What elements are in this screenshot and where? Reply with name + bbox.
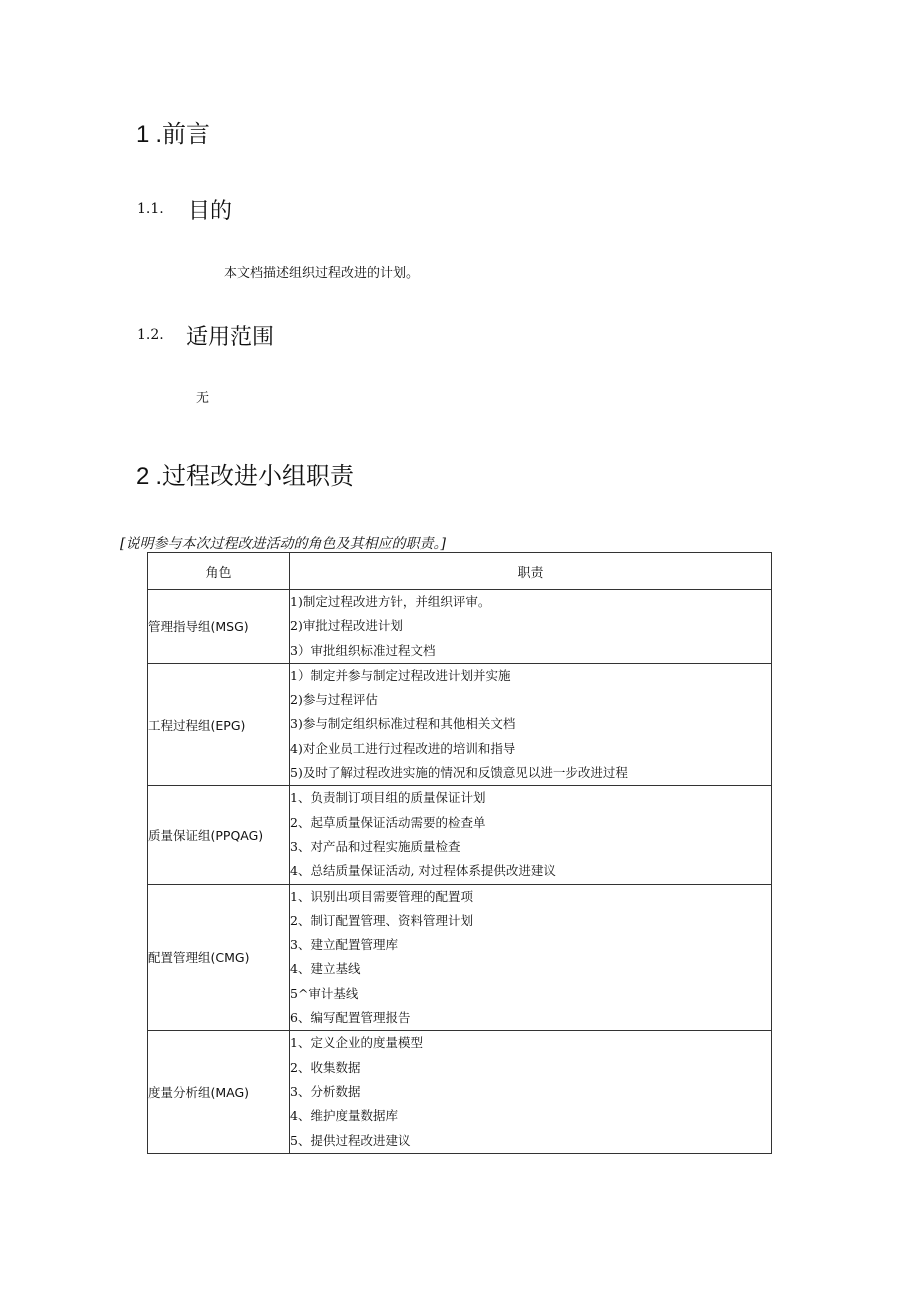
- table-row: [148, 1031, 772, 1153]
- roles-table: [147, 552, 772, 1154]
- duty-item: 3、建立配置管理库: [290, 937, 398, 953]
- duty-item: 2、制订配置管理、资料管理计划: [290, 912, 473, 928]
- duty-item: 1、负责制订项目组的质量保证计划: [290, 790, 486, 806]
- duty-item: 3）审批组织标准过程文档: [290, 642, 436, 658]
- role-cell: 度量分析组(MAG): [148, 1031, 290, 1153]
- table-row: [148, 786, 772, 884]
- duty-item: 5、提供过程改进建议: [290, 1132, 411, 1148]
- duties-cell: [290, 786, 772, 884]
- section-1-2-title: 适用范围: [186, 324, 275, 349]
- duty-item: 1）制定并参与制定过程改进计划并实施: [290, 667, 511, 683]
- section-2-number: 2: [136, 463, 150, 490]
- role-cell: 管理指导组(MSG): [148, 590, 290, 664]
- duty-item: 1)制定过程改进方针，并组织评审。: [290, 594, 491, 609]
- duty-item: 4、维护度量数据库: [290, 1108, 398, 1124]
- duty-item: 2、收集数据: [290, 1059, 361, 1075]
- duty-item: 4)对企业员工进行过程改进的培训和指导: [290, 740, 516, 756]
- duty-item: 5)及时了解过程改进实施的情况和反馈意见以进一步改进过程: [290, 765, 628, 781]
- duty-item: 1、定义企业的度量模型: [290, 1035, 423, 1051]
- duty-item: 2)审批过程改进计划: [290, 618, 403, 634]
- duty-item: 3)参与制定组织标准过程和其他相关文档: [290, 716, 516, 732]
- duties-cell: [290, 884, 772, 1031]
- section-1-1-title: 目的: [188, 198, 233, 223]
- section-1-1-body: 本文档描述组织过程改进的计划。: [224, 266, 420, 281]
- duty-item: 4、建立基线: [290, 961, 361, 977]
- table-note: [说明参与本次过程改进活动的角色及其相应的职责。]: [120, 536, 446, 552]
- section-1-1-number: 1.1.: [137, 201, 164, 217]
- table-header-row: [148, 553, 772, 590]
- duty-item: 2、起草质量保证活动需要的检查单: [290, 814, 486, 830]
- duty-item: 3、对产品和过程实施质量检查: [290, 838, 461, 854]
- duty-item: 5^审计基线: [290, 985, 359, 1001]
- header-duty: 职责: [290, 553, 772, 590]
- duty-item: 6、编写配置管理报告: [290, 1010, 411, 1026]
- table-row: [148, 884, 772, 1031]
- role-cell: 配置管理组(CMG): [148, 884, 290, 1031]
- table-row: [148, 663, 772, 785]
- section-1-number: 1: [136, 121, 150, 148]
- role-cell: 工程过程组(EPG): [148, 663, 290, 785]
- duty-item: 2)参与过程评估: [290, 692, 378, 708]
- duty-item: 3、分析数据: [290, 1083, 361, 1099]
- header-role: 角色: [148, 553, 290, 590]
- section-1-title: .前言: [155, 121, 211, 148]
- duty-item: 1、识别出项目需要管理的配置项: [290, 888, 473, 904]
- table-row: [148, 590, 772, 664]
- section-1-2-body: 无: [196, 391, 210, 406]
- duties-cell: [290, 663, 772, 785]
- section-1-2-number: 1.2.: [137, 327, 164, 343]
- duty-item: 4、总结质量保证活动, 对过程体系提供改进建议: [290, 863, 556, 879]
- section-2-heading: [136, 456, 354, 491]
- section-1-heading: [136, 114, 210, 149]
- duties-cell: [290, 590, 772, 664]
- section-2-title: .过程改进小组职责: [155, 463, 355, 490]
- roles-table-body: [148, 590, 772, 1154]
- role-cell: 质量保证组(PPQAG): [148, 786, 290, 884]
- duties-cell: [290, 1031, 772, 1153]
